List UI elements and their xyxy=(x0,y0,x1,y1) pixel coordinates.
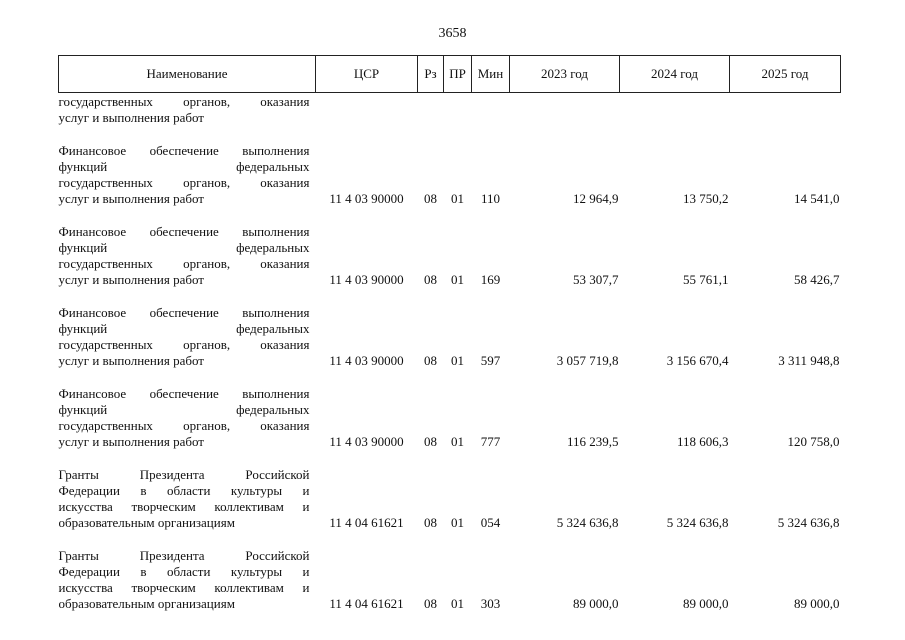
row-2023: 12 964,9 xyxy=(573,191,619,206)
row-pr: 01 xyxy=(451,191,464,206)
table-row xyxy=(59,288,841,369)
name-line: услуг и выполнения работ xyxy=(58,353,204,368)
row-name xyxy=(59,288,316,369)
row-min: 303 xyxy=(480,596,501,611)
row-2024: 5 324 636,8 xyxy=(666,515,729,530)
table-row xyxy=(59,207,841,288)
name-line: государственных органов, оказания xyxy=(58,418,310,433)
budget-table xyxy=(58,55,841,612)
row-csr: 11 4 04 61621 xyxy=(329,596,404,611)
header-2025: 2025 год xyxy=(730,56,841,93)
name-line: Федерации в области культуры и xyxy=(58,483,310,498)
row-rz: 08 xyxy=(424,515,437,530)
header-rz: Рз xyxy=(418,56,444,93)
header-2023: 2023 год xyxy=(510,56,620,93)
row-2023: 116 239,5 xyxy=(566,434,619,449)
row-csr: 11 4 04 61621 xyxy=(329,515,404,530)
name-line: Финансовое обеспечение выполнения xyxy=(58,143,310,158)
name-line: Гранты Президента Российской xyxy=(58,467,310,482)
row-min: 777 xyxy=(480,434,501,449)
name-line: функций федеральных xyxy=(58,402,310,417)
table-row-continuation xyxy=(59,93,841,127)
row-rz: 08 xyxy=(424,191,437,206)
name-line: государственных органов, оказания xyxy=(58,256,310,271)
row-csr: 11 4 03 90000 xyxy=(329,191,404,206)
row-rz: 08 xyxy=(424,353,437,368)
name-line: функций федеральных xyxy=(58,321,310,336)
name-line: функций федеральных xyxy=(58,159,310,174)
table-row xyxy=(59,531,841,612)
name-line: Федерации в области культуры и xyxy=(58,564,310,579)
name-line: функций федеральных xyxy=(58,240,310,255)
name-line: Финансовое обеспечение выполнения xyxy=(58,224,310,239)
name-line: Финансовое обеспечение выполнения xyxy=(58,305,310,320)
table-header-row xyxy=(59,56,841,93)
header-min: Мин xyxy=(472,56,510,93)
row-2025: 14 541,0 xyxy=(794,191,840,206)
row-2023: 89 000,0 xyxy=(573,596,619,611)
row-min: 169 xyxy=(480,272,501,287)
name-line: образовательным организациям xyxy=(58,596,235,611)
row-2024: 3 156 670,4 xyxy=(666,353,729,368)
name-line: услуг и выполнения работ xyxy=(58,110,204,125)
row-csr: 11 4 03 90000 xyxy=(329,434,404,449)
page-number: 3658 xyxy=(438,26,467,41)
name-line: услуг и выполнения работ xyxy=(58,434,204,449)
name-line: государственных органов, оказания xyxy=(58,175,310,190)
name-line: образовательным организациям xyxy=(58,515,235,530)
row-rz: 08 xyxy=(424,596,437,611)
row-min: 597 xyxy=(480,353,501,368)
row-rz: 08 xyxy=(424,272,437,287)
name-line: государственных органов, оказания xyxy=(58,94,310,109)
row-pr: 01 xyxy=(451,272,464,287)
row-csr: 11 4 03 90000 xyxy=(329,353,404,368)
name-line: искусства творческим коллективам и xyxy=(58,580,310,595)
row-2025: 3 311 948,8 xyxy=(778,353,840,368)
row-rz: 08 xyxy=(424,434,437,449)
row-name xyxy=(59,450,316,531)
table-row xyxy=(59,126,841,207)
row-name xyxy=(59,126,316,207)
row-min: 110 xyxy=(480,191,501,206)
header-name: Наименование xyxy=(59,56,316,93)
row-2025: 120 758,0 xyxy=(787,434,840,449)
name-line: Гранты Президента Российской xyxy=(58,548,310,563)
row-2025: 5 324 636,8 xyxy=(777,515,840,530)
header-csr: ЦСР xyxy=(316,56,418,93)
row-name xyxy=(59,207,316,288)
header-2024: 2024 год xyxy=(620,56,730,93)
row-csr: 11 4 03 90000 xyxy=(329,272,404,287)
row-2024: 118 606,3 xyxy=(676,434,729,449)
name-line: Финансовое обеспечение выполнения xyxy=(58,386,310,401)
table-row xyxy=(59,450,841,531)
row-2023: 3 057 719,8 xyxy=(556,353,619,368)
row-name xyxy=(59,531,316,612)
row-2024: 13 750,2 xyxy=(683,191,729,206)
row-2025: 58 426,7 xyxy=(794,272,840,287)
name-line: услуг и выполнения работ xyxy=(58,272,204,287)
header-pr: ПР xyxy=(444,56,472,93)
row-pr: 01 xyxy=(451,353,464,368)
row-2024: 55 761,1 xyxy=(683,272,729,287)
row-pr: 01 xyxy=(451,596,464,611)
name-line: услуг и выполнения работ xyxy=(58,191,204,206)
row-pr: 01 xyxy=(451,515,464,530)
row-2023: 5 324 636,8 xyxy=(556,515,619,530)
row-name xyxy=(59,369,316,450)
row-2023: 53 307,7 xyxy=(573,272,619,287)
table-row xyxy=(59,369,841,450)
row-min: 054 xyxy=(480,515,501,530)
name-line: искусства творческим коллективам и xyxy=(58,499,310,514)
row-2024: 89 000,0 xyxy=(683,596,729,611)
row-pr: 01 xyxy=(451,434,464,449)
name-line: государственных органов, оказания xyxy=(58,337,310,352)
continuation-name xyxy=(59,93,316,127)
row-2025: 89 000,0 xyxy=(794,596,840,611)
